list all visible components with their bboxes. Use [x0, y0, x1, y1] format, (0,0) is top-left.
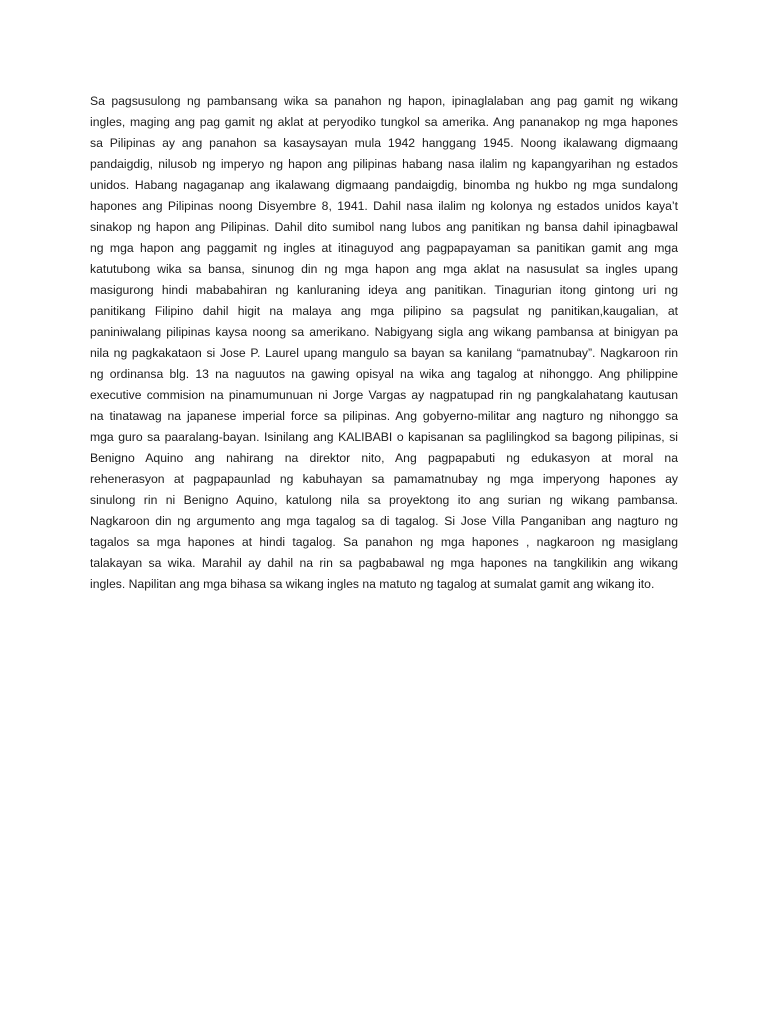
paragraph-line: talakayan sa wika. Marahil ay dahil na rin sa pagbabawal ng mga hapones na tangkilikin ang wikang — [90, 556, 678, 570]
paragraph-line: Benigno Aquino ang nahirang na direktor nito, Ang pagpapabuti ng edukasyon at moral na — [90, 451, 678, 465]
paragraph-line: masigurong hindi mababahiran ng kanluraning ideya ang panitikan. Tinagurian itong gintong uri ng — [90, 283, 678, 297]
paragraph-line: Nagkaroon din ng argumento ang mga tagalog sa di tagalog. Si Jose Villa Panganiban ang nagturo ng — [90, 514, 678, 528]
paragraph-line: Sa pagsusulong ng pambansang wika sa panahon ng hapon, ipinaglalaban ang pag gamit ng wikang — [90, 94, 678, 108]
paragraph-line: hapones ang Pilipinas noong Disyembre 8, 1941. Dahil nasa ilalim ng kolonya ng estados unidos kaya’t — [90, 199, 678, 213]
paragraph-line: ng ordinansa blg. 13 na naguutos na gawing opisyal na wika ang tagalog at nihonggo. Ang philippine — [90, 367, 678, 381]
paragraph-line: sinulong rin ni Benigno Aquino, katulong nila sa proyektong ito ang surian ng wikang pambansa. — [90, 493, 678, 507]
paragraph-line: mga guro sa paaralang-bayan. Isinilang ang KALIBABI o kapisanan sa paglilingkod sa bagong pilipinas, si — [90, 430, 678, 444]
paragraph-line: katutubong wika sa bansa, sinunog din ng mga hapon ang mga aklat na nasusulat sa ingles upang — [90, 262, 678, 276]
paragraph-line: na tinatawag na japanese imperial force sa pilipinas. Ang gobyerno-militar ang nagturo ng nihonggo sa — [90, 409, 678, 423]
paragraph-line: ng mga hapon ang paggamit ng ingles at itinaguyod ang pagpapayaman sa panitikan gamit ang mga — [90, 241, 678, 255]
body-paragraph — [90, 91, 678, 595]
paragraph-line: ingles, maging ang pag gamit ng aklat at peryodiko tungkol sa amerika. Ang pananakop ng mga hapones — [90, 115, 678, 129]
paragraph-line: pandaigdig, nilusob ng imperyo ng hapon ang pilipinas habang nasa ilalim ng kapangyarihan ng estados — [90, 157, 678, 171]
paragraph-line: sinakop ng hapon ang Pilipinas. Dahil dito sumibol nang lubos ang panitikan ng bansa dahil ipinagbawal — [90, 220, 678, 234]
paragraph-line: unidos. Habang nagaganap ang ikalawang digmaang pandaigdig, binomba ng hukbo ng mga sundalong — [90, 178, 678, 192]
paragraph-line: panitikang Filipino dahil higit na malaya ang mga pilipino sa pagsulat ng panitikan,kaugalian, at — [90, 304, 678, 318]
paragraph-line: sa Pilipinas ay ang panahon sa kasaysayan mula 1942 hanggang 1945. Noong ikalawang digmaang — [90, 136, 678, 150]
paragraph-line: executive commision na pinamumunuan ni Jorge Vargas ay nagpatupad rin ng pangkalahatang kautusan — [90, 388, 678, 402]
paragraph-line: ingles. Napilitan ang mga bihasa sa wikang ingles na matuto ng tagalog at sumalat gamit ang wikang ito. — [90, 577, 655, 591]
paragraph-line: paniniwalang pilipinas kaysa noong sa amerikano. Nabigyang sigla ang wikang pambansa at binigyan pa — [90, 325, 678, 339]
paragraph-line: nila ng pagkakataon si Jose P. Laurel upang mangulo sa bayan sa kanilang “pamatnubay”. Nagkaroon rin — [90, 346, 678, 360]
paragraph-line: tagalos sa mga hapones at hindi tagalog. Sa panahon ng mga hapones , nagkaroon ng masiglang — [90, 535, 678, 549]
paragraph-line: rehenerasyon at pagpapaunlad ng kabuhayan sa pamamatnubay ng mga imperyong hapones ay — [90, 472, 678, 486]
